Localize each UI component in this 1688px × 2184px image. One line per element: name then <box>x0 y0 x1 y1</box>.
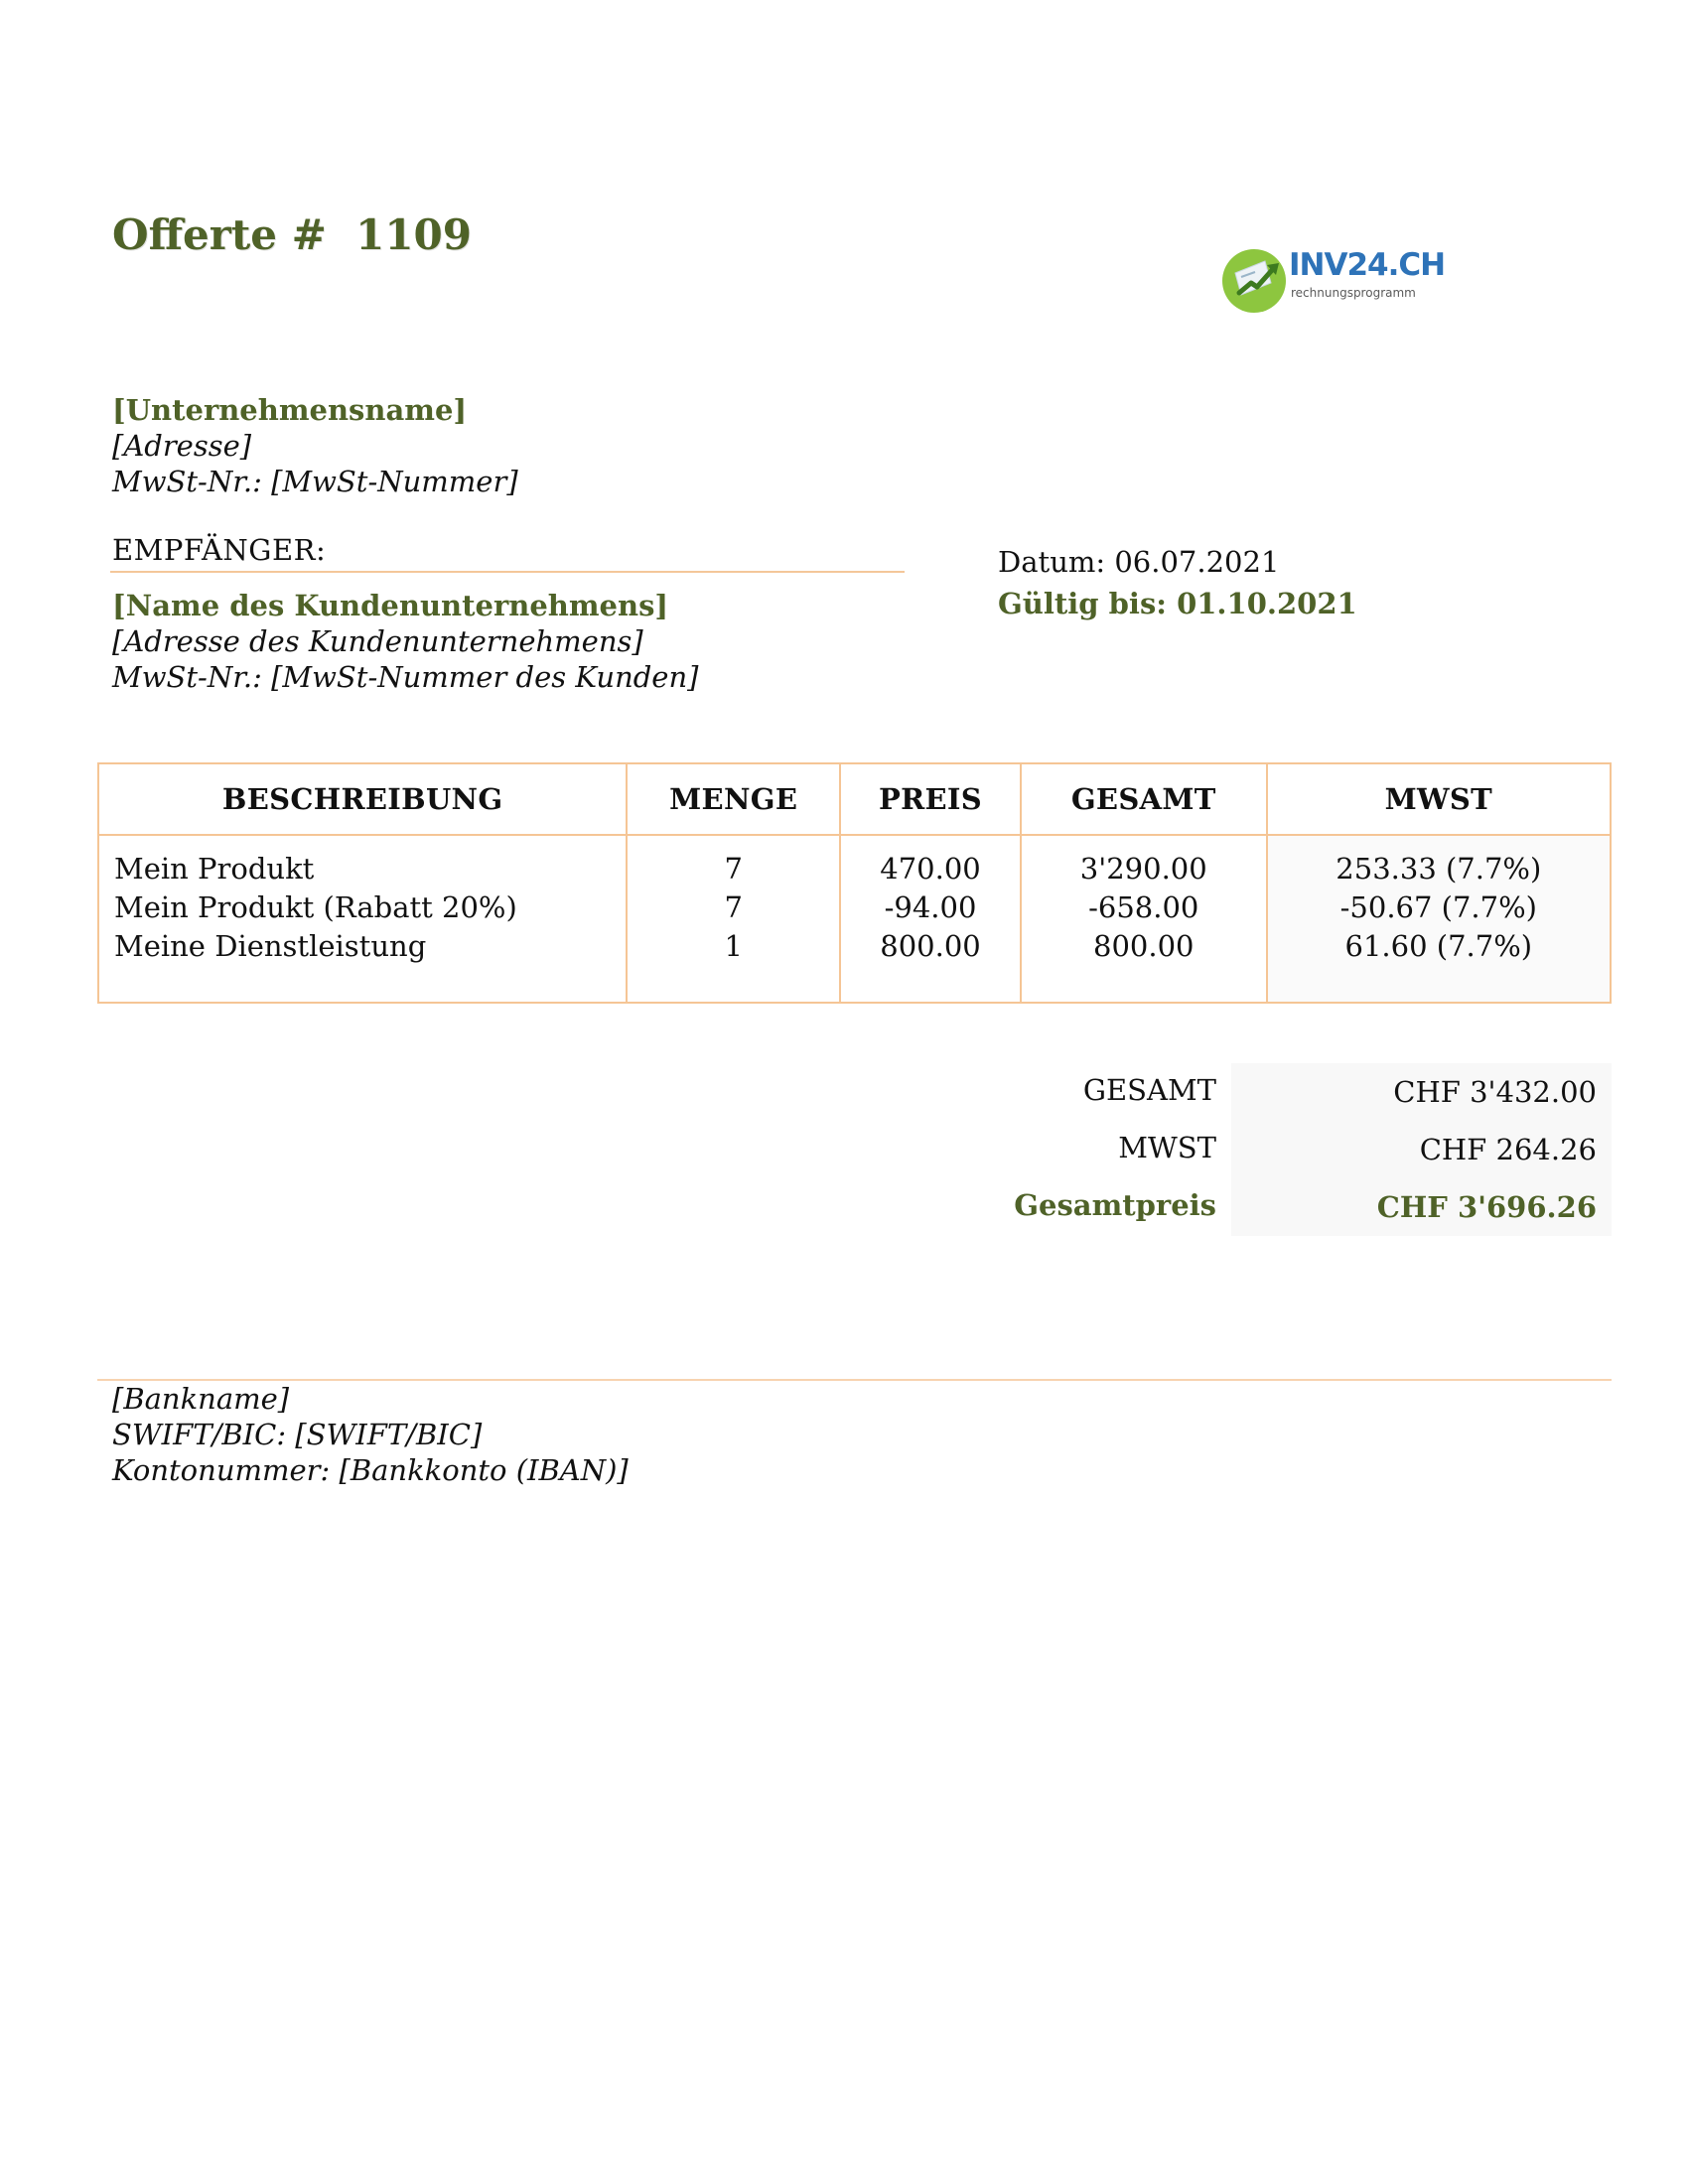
dates-block <box>998 541 1357 624</box>
sender-address: [Adresse] <box>112 429 252 463</box>
total-cell <box>1021 835 1267 1003</box>
totals-block <box>993 1063 1612 1236</box>
recipient-label: EMPFÄNGER: <box>112 533 327 567</box>
column-header-total: GESAMT <box>1021 763 1267 835</box>
item-price: 800.00 <box>880 929 981 963</box>
recipient-vat: MwSt-Nr.: [MwSt-Nummer des Kunden] <box>112 660 699 694</box>
item-vat: 253.33 (7.7%) <box>1336 852 1542 886</box>
column-header-vat: MWST <box>1267 763 1611 835</box>
recipient-divider <box>110 571 905 573</box>
item-quantity: 7 <box>724 852 743 886</box>
item-description: Mein Produkt (Rabatt 20%) <box>114 890 517 924</box>
vat-total-label: MWST <box>1118 1131 1216 1164</box>
items-body <box>98 835 1611 1003</box>
vat-cell <box>1267 835 1611 1003</box>
offer-title: Offerte # 1109 <box>112 210 472 259</box>
logo <box>1221 243 1446 315</box>
valid-until: Gültig bis: 01.10.2021 <box>998 587 1357 620</box>
bank-swift: SWIFT/BIC: [SWIFT/BIC] <box>112 1418 483 1451</box>
bank-block <box>112 1381 629 1488</box>
item-quantity: 1 <box>724 929 743 963</box>
grand-total-label: Gesamtpreis <box>1014 1188 1216 1222</box>
items-table <box>97 762 1612 1004</box>
sender-block <box>112 392 518 499</box>
vat-total-value: CHF 264.26 <box>1231 1121 1612 1178</box>
logo-tagline: rechnungsprogramm <box>1291 286 1416 300</box>
item-total: 3'290.00 <box>1079 852 1207 886</box>
item-quantity: 7 <box>724 890 743 924</box>
recipient-company: [Name des Kundenunternehmens] <box>112 589 669 622</box>
grand-total-row <box>993 1178 1612 1236</box>
column-header-quantity: MENGE <box>627 763 840 835</box>
subtotal-label: GESAMT <box>1082 1073 1216 1107</box>
price-cell <box>840 835 1021 1003</box>
item-vat: -50.67 (7.7%) <box>1339 890 1537 924</box>
recipient-block <box>112 588 698 695</box>
grand-total-value: CHF 3'696.26 <box>1231 1178 1612 1236</box>
item-description: Meine Dienstleistung <box>114 929 427 963</box>
vat-total-row <box>993 1121 1612 1178</box>
column-header-description: BESCHREIBUNG <box>98 763 627 835</box>
sender-vat: MwSt-Nr.: [MwSt-Nummer] <box>112 465 518 498</box>
items-header-row <box>98 763 1611 835</box>
item-price: 470.00 <box>880 852 981 886</box>
column-header-price: PREIS <box>840 763 1021 835</box>
logo-icon <box>1221 243 1287 315</box>
item-total: -658.00 <box>1088 890 1199 924</box>
recipient-address: [Adresse des Kundenunternehmens] <box>112 624 643 658</box>
subtotal-row <box>993 1063 1612 1121</box>
offer-date: Datum: 06.07.2021 <box>998 545 1280 579</box>
item-total: 800.00 <box>1093 929 1195 963</box>
item-price: -94.00 <box>884 890 977 924</box>
logo-name: INV24.CH <box>1289 247 1446 283</box>
item-description: Mein Produkt <box>114 852 315 886</box>
description-cell <box>98 835 627 1003</box>
bank-name: [Bankname] <box>112 1382 290 1416</box>
item-vat: 61.60 (7.7%) <box>1344 929 1533 963</box>
bank-account: Kontonummer: [Bankkonto (IBAN)] <box>112 1453 629 1487</box>
quantity-cell <box>627 835 840 1003</box>
subtotal-value: CHF 3'432.00 <box>1231 1063 1612 1121</box>
sender-company: [Unternehmensname] <box>112 393 468 427</box>
